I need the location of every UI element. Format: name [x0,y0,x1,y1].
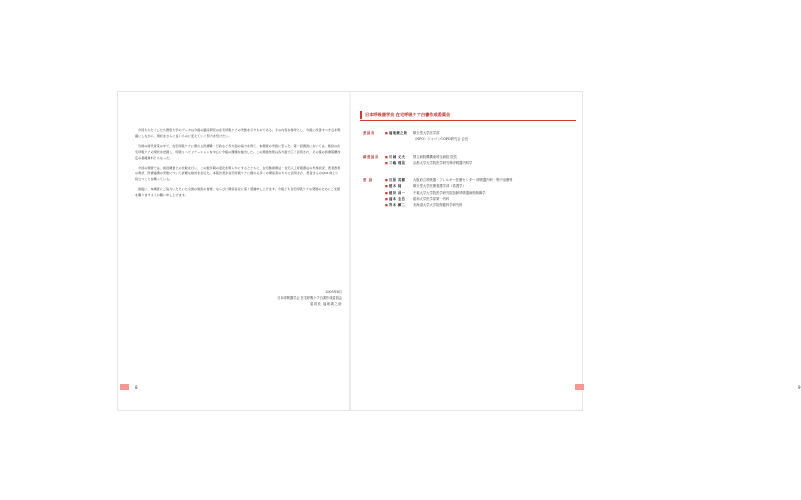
header-accent-bar [360,111,362,119]
left-page [118,92,350,410]
bullet-icon: ■ [385,197,388,202]
page-tab-right [575,384,584,390]
member-name: 植田 昌一 [389,190,406,195]
group-members [363,177,573,208]
bullet-icon: ■ [385,131,388,135]
right-page [350,92,801,410]
member-role: 委 員 [363,178,373,183]
member-name: 福本 圭吾 [389,197,406,202]
preface-paragraph: 最後に、本調査にご協力いただいた全国の施設の皆様、ならびに関係各位に深く感謝申し上げます。今後とも在宅呼吸ケアの発展のためにご支援を賜りますようお願い申し上げます。 [135,187,341,198]
member-name: 植木 純 [389,184,402,189]
bullet-icon: ■ [385,154,388,159]
member-name: 宮本 顕二 [389,203,406,208]
page-number-left: 8 [135,385,138,390]
page-number-right: 9 [798,385,801,390]
member-affiliation: （NPO）ジャパンCOPD研究会 会長 [413,137,469,142]
committee-header [360,110,576,120]
committee-list [363,130,573,220]
group-vice-chair [363,154,573,167]
preface-paragraph: 当時の時代背景の中で、在宅呼吸ケアに関わる医療職・行政など多方面の協力を得て、本調査の実施に至った。第一回調査においては、施設の在宅呼吸ケアの現状を把握し、呼吸リハビリテーションを中心に今後の課題を抽出した。この調査結果は各方面で広く活用され、その後の診療報酬改定の基礎資料ともなった。 [135,143,341,160]
member-affiliation: 千葉大学大学院医学研究院加齢呼吸器病態制御学 [413,190,486,195]
bullet-icon: ■ [385,203,388,208]
member-affiliation: 国立病院機構東埼玉病院 院長 [413,154,457,159]
member-name: 川城 丈夫 [389,154,406,159]
member-name: 三嶋 理晃 [389,160,406,165]
date: 2005年6月 [325,290,342,294]
member-row [363,202,573,208]
page-tab-left [120,384,129,390]
member-affiliation: 昭和大学医学部第一内科 [413,197,450,202]
preface-paragraph: 今回もわたくしたち群馬大学のデータは今後の臨床研究の在宅呼吸ケアの実態を示すものである。その内容を参考とし、今後に改善すべき点を明確にしながら、現状をさらに良いものに変えていく努力を続けたい。 [135,128,341,138]
member-role: 副委員長 [363,154,379,159]
member-affiliation: 大阪府立呼吸器・アレルギー医療センター 呼吸器内科・集中治療科 [413,178,513,183]
member-row [363,160,573,166]
signer: 委員長 福地義之助 [310,302,342,307]
bullet-icon: ■ [385,160,388,165]
member-role: 委員長 [363,131,375,135]
book-spread [118,92,801,410]
group-chair [363,130,573,143]
bullet-icon: ■ [385,190,388,195]
header-title: 日本呼吸器学会 在宅呼吸ケア白書作成委員会 [365,112,451,117]
member-affiliation: 順天堂大学医療看護学部（看護学） [413,184,466,189]
member-affiliation: 北海道大学大学院保健科学研究科 [413,203,463,208]
preface-paragraph: 今回の調査では、前回調査との比較を行い、この数年間の変化を明らかにするとともに、在宅酸素療法・在宅人工呼吸療法の実施状況、患者教育の現状、医療連携の実態について詳細な検討を加えた。本報告書が在宅呼吸ケアに携わる多くの関係者の方々に活用され、患者さんのQOL向上に役立つことを願っている。 [135,165,341,182]
member-name: 福地義之助 [389,131,408,135]
bullet-icon: ■ [385,178,388,183]
member-name: 石原 英樹 [389,178,406,183]
signature-block [222,289,342,308]
member-affiliation: 順天堂大学医学部 [413,131,440,135]
bullet-icon: ■ [385,184,388,189]
preface-body [135,128,341,203]
member-affiliation: 京都大学大学院医学研究科呼吸器内科学 [413,160,473,165]
header-rule [360,120,576,121]
member-row [363,136,573,142]
organization: 日本呼吸器学会 在宅呼吸ケア白書作成委員会 [277,296,342,301]
